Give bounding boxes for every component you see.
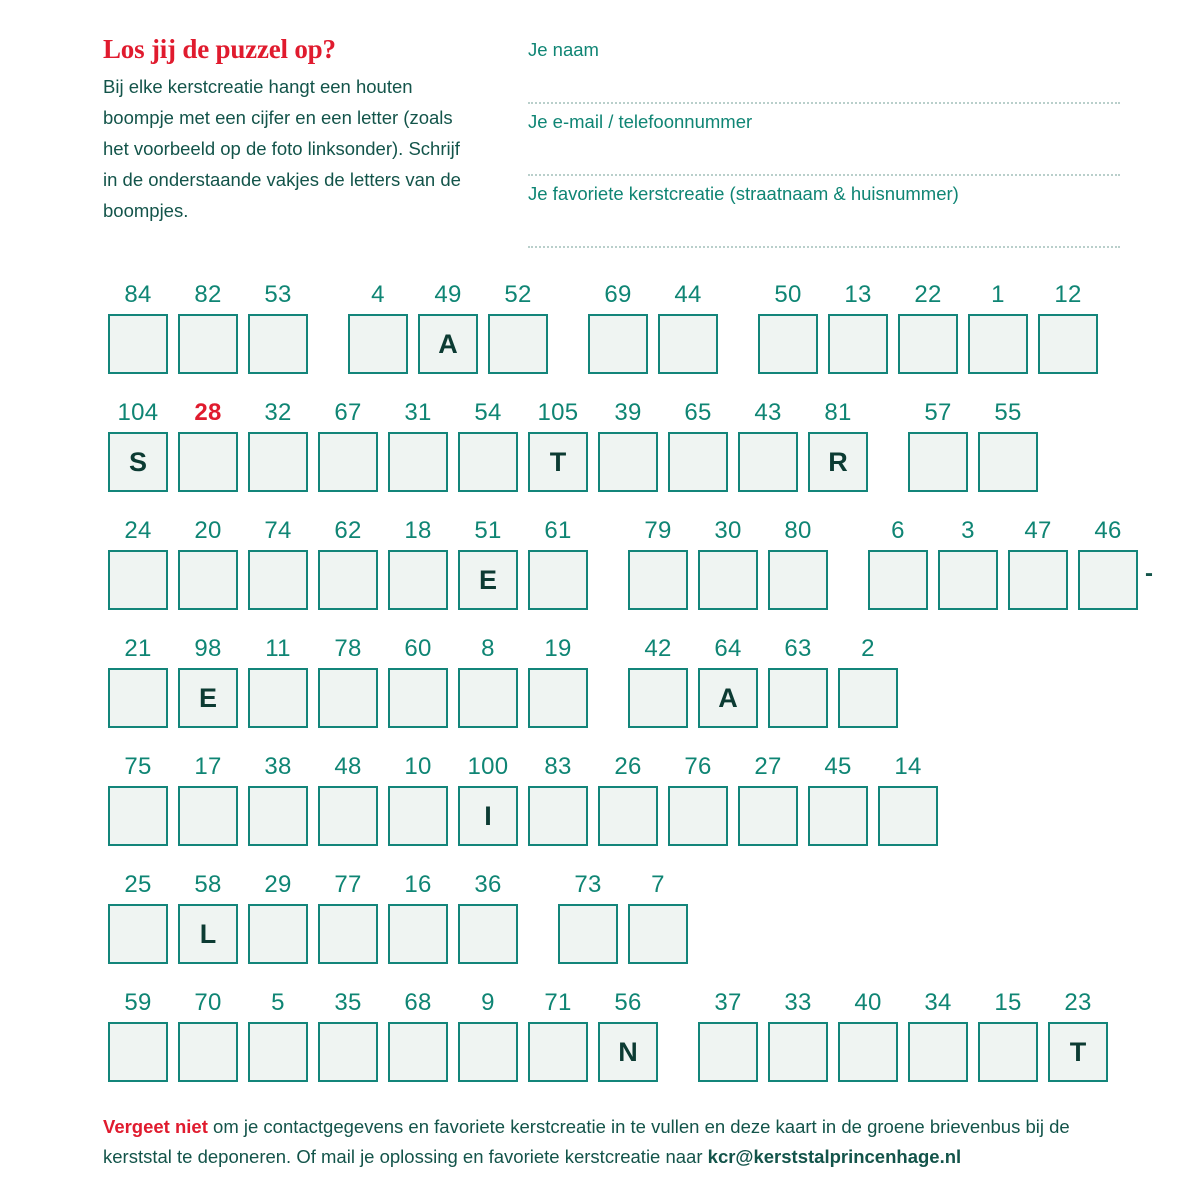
puzzle-cell	[963, 282, 1033, 374]
puzzle-cell	[873, 754, 943, 846]
puzzle-cell-box[interactable]: E	[458, 550, 518, 610]
puzzle-cell-number: 46	[1094, 517, 1122, 544]
puzzle-cell	[1033, 282, 1103, 374]
puzzle-cell	[453, 872, 523, 964]
puzzle-cell	[1003, 518, 1073, 610]
puzzle-cell-box[interactable]	[898, 314, 958, 374]
puzzle-cell-box[interactable]	[738, 432, 798, 492]
puzzle-cell-number: 23	[1064, 989, 1092, 1016]
puzzle-cell-number: 76	[684, 753, 712, 780]
puzzle-cell-box[interactable]	[458, 668, 518, 728]
puzzle-cell-number: 62	[334, 517, 362, 544]
footer-lead: Vergeet niet	[103, 1116, 208, 1137]
puzzle-cell-box[interactable]	[178, 432, 238, 492]
puzzle-cell-number: 75	[124, 753, 152, 780]
puzzle-cell-number: 63	[784, 635, 812, 662]
puzzle-row	[103, 744, 1200, 846]
puzzle-cell	[523, 990, 593, 1082]
puzzle-cell-number: 13	[844, 281, 872, 308]
puzzle-cell-number: 58	[194, 871, 222, 898]
puzzle-cell-box[interactable]	[978, 1022, 1038, 1082]
puzzle-cell-box[interactable]	[838, 668, 898, 728]
footer-text: om je contactgegevens en favoriete kerstcreatie in te vullen en deze kaart in de groene brievenbus bij de kerststal te deponeren. Of mail je oplossing en favoriete kerstcreatie naar	[103, 1116, 1070, 1167]
puzzle-cell-box[interactable]	[528, 1022, 588, 1082]
puzzle-cell-number: 3	[961, 517, 975, 544]
puzzle-cell-box[interactable]	[838, 1022, 898, 1082]
form-field-email-input[interactable]	[528, 174, 1120, 176]
puzzle-cell-number: 84	[124, 281, 152, 308]
puzzle-cell	[803, 400, 873, 492]
puzzle-cell-number: 42	[644, 635, 672, 662]
puzzle-cell-box[interactable]	[248, 786, 308, 846]
puzzle-cell	[173, 400, 243, 492]
puzzle-cell-box[interactable]	[978, 432, 1038, 492]
puzzle-cell-number: 5	[271, 989, 285, 1016]
puzzle-cell-box[interactable]	[488, 314, 548, 374]
puzzle-cell-box[interactable]	[178, 1022, 238, 1082]
puzzle-cell-box[interactable]: S	[108, 432, 168, 492]
puzzle-cell-box[interactable]	[598, 432, 658, 492]
puzzle-cell-box[interactable]	[248, 550, 308, 610]
puzzle-cell	[693, 518, 763, 610]
puzzle-row	[103, 980, 1200, 1082]
puzzle-cell	[523, 400, 593, 492]
footer-note	[103, 1112, 1120, 1172]
puzzle-cell-number: 50	[774, 281, 802, 308]
puzzle-cell-number: 64	[714, 635, 742, 662]
puzzle-cell	[553, 872, 623, 964]
puzzle-cell-box[interactable]	[528, 668, 588, 728]
puzzle-cell-number: 7	[651, 871, 665, 898]
puzzle-cell-number: 1	[991, 281, 1005, 308]
puzzle-cell-number: 37	[714, 989, 742, 1016]
puzzle-cell-box[interactable]	[628, 668, 688, 728]
puzzle-cell-number: 80	[784, 517, 812, 544]
puzzle-cell-box[interactable]	[108, 550, 168, 610]
intro-text: Bij elke kerstcreatie hangt een houten boompje met een cijfer en een letter (zoals het voorbeeld op de foto linksonder). Schrijf in de onderstaande vakjes de letters van de boompjes.	[103, 76, 461, 221]
puzzle-cell-box[interactable]	[868, 550, 928, 610]
puzzle-cell	[383, 518, 453, 610]
puzzle-cell-box[interactable]: A	[698, 668, 758, 728]
puzzle-cell	[173, 872, 243, 964]
puzzle-cell-number: 35	[334, 989, 362, 1016]
puzzle-cell	[243, 282, 313, 374]
puzzle-cell-box[interactable]	[528, 550, 588, 610]
puzzle-cell	[523, 636, 593, 728]
puzzle-cell-box[interactable]	[108, 668, 168, 728]
puzzle-cell-box[interactable]	[108, 1022, 168, 1082]
puzzle-cell-box[interactable]	[248, 432, 308, 492]
puzzle-cell-number: 82	[194, 281, 222, 308]
puzzle-cell	[243, 990, 313, 1082]
contact-form	[528, 34, 1120, 256]
puzzle-cell	[933, 518, 1003, 610]
puzzle-cell-number: 98	[194, 635, 222, 662]
puzzle-cell-number: 44	[674, 281, 702, 308]
puzzle-cell	[243, 636, 313, 728]
puzzle-cell-number: 34	[924, 989, 952, 1016]
puzzle-cell	[593, 754, 663, 846]
puzzle-grid	[103, 256, 1200, 1082]
puzzle-cell	[693, 990, 763, 1082]
puzzle-cell	[523, 518, 593, 610]
puzzle-cell-box[interactable]	[248, 1022, 308, 1082]
puzzle-cell	[893, 282, 963, 374]
puzzle-cell-box[interactable]	[588, 314, 648, 374]
puzzle-cell-number: 81	[824, 399, 852, 426]
puzzle-cell	[383, 990, 453, 1082]
puzzle-cell	[903, 990, 973, 1082]
puzzle-cell-number: 14	[894, 753, 922, 780]
puzzle-cell-box[interactable]	[318, 668, 378, 728]
puzzle-cell	[763, 990, 833, 1082]
puzzle-cell	[103, 636, 173, 728]
puzzle-cell	[313, 990, 383, 1082]
puzzle-cell	[243, 518, 313, 610]
puzzle-cell	[623, 872, 693, 964]
puzzle-cell-number: 43	[754, 399, 782, 426]
puzzle-cell-number: 70	[194, 989, 222, 1016]
puzzle-cell-box[interactable]	[658, 314, 718, 374]
puzzle-row	[103, 508, 1200, 610]
form-field-email[interactable]	[528, 112, 1120, 184]
puzzle-cell-box[interactable]: E	[178, 668, 238, 728]
form-field-favorite[interactable]	[528, 184, 1120, 256]
puzzle-cell	[413, 282, 483, 374]
puzzle-cell-number: 4	[371, 281, 385, 308]
puzzle-cell-box[interactable]	[388, 904, 448, 964]
puzzle-cell-box[interactable]	[968, 314, 1028, 374]
puzzle-cell-number: 53	[264, 281, 292, 308]
puzzle-cell-box[interactable]	[1008, 550, 1068, 610]
puzzle-cell	[583, 282, 653, 374]
puzzle-cell-box[interactable]	[908, 1022, 968, 1082]
puzzle-cell	[523, 754, 593, 846]
puzzle-cell	[973, 990, 1043, 1082]
puzzle-cell-box[interactable]	[388, 668, 448, 728]
puzzle-cell	[863, 518, 933, 610]
puzzle-cell-number: 10	[404, 753, 432, 780]
puzzle-cell	[103, 872, 173, 964]
puzzle-cell-box[interactable]	[388, 1022, 448, 1082]
puzzle-cell-box[interactable]: A	[418, 314, 478, 374]
puzzle-cell-box[interactable]	[1078, 550, 1138, 610]
puzzle-cell-box[interactable]	[768, 1022, 828, 1082]
puzzle-cell-number: 30	[714, 517, 742, 544]
puzzle-cell	[173, 990, 243, 1082]
puzzle-cell-box[interactable]	[108, 314, 168, 374]
puzzle-cell-box[interactable]	[248, 314, 308, 374]
puzzle-cell-number: 47	[1024, 517, 1052, 544]
puzzle-cell	[103, 518, 173, 610]
puzzle-cell-number: 45	[824, 753, 852, 780]
puzzle-row	[103, 862, 1200, 964]
puzzle-cell-box[interactable]	[768, 668, 828, 728]
puzzle-cell-number: 68	[404, 989, 432, 1016]
puzzle-cell-box[interactable]	[388, 550, 448, 610]
puzzle-cell-number: 83	[544, 753, 572, 780]
puzzle-cell	[383, 754, 453, 846]
puzzle-cell-box[interactable]	[458, 904, 518, 964]
puzzle-cell-number: 79	[644, 517, 672, 544]
puzzle-cell-box[interactable]	[108, 904, 168, 964]
puzzle-cell	[243, 400, 313, 492]
puzzle-cell	[733, 754, 803, 846]
puzzle-cell-box[interactable]	[248, 904, 308, 964]
puzzle-cell	[973, 400, 1043, 492]
form-field-name-label: Je naam	[528, 39, 599, 60]
puzzle-cell-box[interactable]	[628, 904, 688, 964]
form-field-email-label: Je e-mail / telefoonnummer	[528, 111, 753, 132]
puzzle-cell-number: 69	[604, 281, 632, 308]
puzzle-cell-box[interactable]	[828, 314, 888, 374]
page-title: Los jij de puzzel op?	[103, 34, 336, 64]
puzzle-cell-box[interactable]	[668, 432, 728, 492]
puzzle-cell-box[interactable]	[388, 786, 448, 846]
puzzle-cell	[1073, 518, 1143, 610]
puzzle-cell	[733, 400, 803, 492]
puzzle-cell-number: 16	[404, 871, 432, 898]
puzzle-cell	[103, 754, 173, 846]
puzzle-cell	[313, 754, 383, 846]
puzzle-cell	[453, 636, 523, 728]
puzzle-cell-box[interactable]	[758, 314, 818, 374]
puzzle-cell-box[interactable]	[598, 786, 658, 846]
puzzle-cell	[383, 872, 453, 964]
puzzle-cell	[753, 282, 823, 374]
puzzle-cell	[173, 754, 243, 846]
puzzle-cell-box[interactable]	[348, 314, 408, 374]
puzzle-cell-number: 31	[404, 399, 432, 426]
puzzle-cell	[1043, 990, 1113, 1082]
puzzle-cell	[653, 282, 723, 374]
puzzle-cell-number: 27	[754, 753, 782, 780]
puzzle-cell-number: 67	[334, 399, 362, 426]
puzzle-row	[103, 272, 1200, 374]
puzzle-cell-number: 21	[124, 635, 152, 662]
puzzle-cell-box[interactable]	[178, 314, 238, 374]
puzzle-cell	[173, 282, 243, 374]
puzzle-cell	[593, 990, 663, 1082]
puzzle-cell	[663, 400, 733, 492]
puzzle-cell	[343, 282, 413, 374]
puzzle-cell-box[interactable]	[808, 786, 868, 846]
puzzle-cell	[103, 282, 173, 374]
puzzle-cell-number: 29	[264, 871, 292, 898]
puzzle-cell-box[interactable]	[248, 668, 308, 728]
puzzle-cell-number: 48	[334, 753, 362, 780]
puzzle-cell	[623, 518, 693, 610]
puzzle-cell-number: 65	[684, 399, 712, 426]
puzzle-row-hyphen: -	[1145, 560, 1153, 587]
puzzle-row	[103, 626, 1200, 728]
puzzle-cell	[103, 990, 173, 1082]
puzzle-cell	[453, 400, 523, 492]
puzzle-cell	[833, 636, 903, 728]
puzzle-cell-number: 100	[467, 753, 509, 780]
puzzle-cell	[623, 636, 693, 728]
intro-block	[103, 34, 503, 226]
puzzle-cell-box[interactable]: N	[598, 1022, 658, 1082]
puzzle-cell-number: 59	[124, 989, 152, 1016]
puzzle-cell-number: 77	[334, 871, 362, 898]
puzzle-cell-box[interactable]	[558, 904, 618, 964]
puzzle-cell-box[interactable]	[318, 904, 378, 964]
puzzle-cell-number: 51	[474, 517, 502, 544]
puzzle-cell-number: 22	[914, 281, 942, 308]
puzzle-cell-box[interactable]: T	[528, 432, 588, 492]
puzzle-cell-number: 12	[1054, 281, 1082, 308]
puzzle-cell-box[interactable]	[458, 1022, 518, 1082]
puzzle-cell	[383, 636, 453, 728]
puzzle-cell-number: 26	[614, 753, 642, 780]
puzzle-cell-box[interactable]	[908, 432, 968, 492]
puzzle-cell-number: 11	[265, 635, 291, 662]
puzzle-cell-box[interactable]	[768, 550, 828, 610]
puzzle-cell-box[interactable]	[318, 786, 378, 846]
puzzle-cell-number: 17	[194, 753, 222, 780]
puzzle-cell-number: 57	[924, 399, 952, 426]
puzzle-cell	[903, 400, 973, 492]
puzzle-cell-box[interactable]	[628, 550, 688, 610]
puzzle-cell-box[interactable]: L	[178, 904, 238, 964]
puzzle-cell-box[interactable]: R	[808, 432, 868, 492]
puzzle-cell-number: 20	[194, 517, 222, 544]
puzzle-cell-number: 33	[784, 989, 812, 1016]
puzzle-cell-number: 52	[504, 281, 532, 308]
puzzle-cell-number: 36	[474, 871, 502, 898]
header-section	[0, 0, 1200, 256]
puzzle-cell-number: 2	[861, 635, 875, 662]
puzzle-cell	[453, 754, 523, 846]
puzzle-cell-box[interactable]	[738, 786, 798, 846]
puzzle-cell-box[interactable]: I	[458, 786, 518, 846]
puzzle-cell-box[interactable]	[1038, 314, 1098, 374]
form-field-favorite-label: Je favoriete kerstcreatie (straatnaam & huisnummer)	[528, 183, 959, 204]
puzzle-cell-box[interactable]	[318, 550, 378, 610]
puzzle-cell-number: 15	[994, 989, 1022, 1016]
form-field-name-input[interactable]	[528, 102, 1120, 104]
puzzle-cell	[663, 754, 733, 846]
puzzle-cell-number: 28	[194, 399, 222, 426]
puzzle-cell-number: 24	[124, 517, 152, 544]
puzzle-cell-number: 55	[994, 399, 1022, 426]
puzzle-cell	[763, 518, 833, 610]
puzzle-cell-number: 104	[117, 399, 159, 426]
puzzle-cell-number: 32	[264, 399, 292, 426]
puzzle-cell	[103, 400, 173, 492]
puzzle-cell	[173, 636, 243, 728]
puzzle-cell-number: 78	[334, 635, 362, 662]
puzzle-cell	[313, 872, 383, 964]
form-field-favorite-input[interactable]	[528, 246, 1120, 248]
puzzle-cell-box[interactable]	[458, 432, 518, 492]
puzzle-cell-box[interactable]	[698, 550, 758, 610]
puzzle-cell-number: 19	[544, 635, 572, 662]
puzzle-cell	[763, 636, 833, 728]
puzzle-cell-number: 56	[614, 989, 642, 1016]
puzzle-cell	[173, 518, 243, 610]
puzzle-cell	[453, 518, 523, 610]
puzzle-cell-number: 6	[891, 517, 905, 544]
puzzle-cell	[833, 990, 903, 1082]
puzzle-cell-box[interactable]	[528, 786, 588, 846]
puzzle-cell-box[interactable]	[318, 432, 378, 492]
puzzle-cell-number: 39	[614, 399, 642, 426]
puzzle-cell	[313, 636, 383, 728]
puzzle-cell	[803, 754, 873, 846]
puzzle-cell-box[interactable]	[938, 550, 998, 610]
form-field-name[interactable]	[528, 40, 1120, 112]
puzzle-cell-number: 49	[434, 281, 462, 308]
puzzle-cell-number: 61	[544, 517, 572, 544]
puzzle-cell-box[interactable]	[108, 786, 168, 846]
puzzle-cell	[693, 636, 763, 728]
puzzle-row	[103, 390, 1200, 492]
puzzle-cell-box[interactable]	[698, 1022, 758, 1082]
puzzle-cell-number: 8	[481, 635, 495, 662]
puzzle-cell	[313, 518, 383, 610]
puzzle-cell-number: 40	[854, 989, 882, 1016]
puzzle-cell	[313, 400, 383, 492]
puzzle-cell-box[interactable]	[668, 786, 728, 846]
puzzle-cell-box[interactable]	[318, 1022, 378, 1082]
puzzle-cell	[483, 282, 553, 374]
puzzle-cell	[243, 754, 313, 846]
puzzle-cell-number: 73	[574, 871, 602, 898]
puzzle-cell	[453, 990, 523, 1082]
puzzle-cell-number: 60	[404, 635, 432, 662]
puzzle-cell-number: 18	[404, 517, 432, 544]
puzzle-cell-box[interactable]	[878, 786, 938, 846]
puzzle-cell-number: 74	[264, 517, 292, 544]
puzzle-cell-number: 25	[124, 871, 152, 898]
puzzle-cell-box[interactable]	[388, 432, 448, 492]
footer-email: kcr@kerststalprincenhage.nl	[707, 1146, 962, 1167]
puzzle-cell	[243, 872, 313, 964]
puzzle-cell-number: 38	[264, 753, 292, 780]
puzzle-cell	[823, 282, 893, 374]
puzzle-cell-number: 71	[544, 989, 572, 1016]
puzzle-cell-box[interactable]	[178, 550, 238, 610]
puzzle-cell-box[interactable]: T	[1048, 1022, 1108, 1082]
puzzle-cell	[383, 400, 453, 492]
puzzle-cell-box[interactable]	[178, 786, 238, 846]
puzzle-cell	[593, 400, 663, 492]
puzzle-cell-number: 54	[474, 399, 502, 426]
puzzle-cell-number: 9	[481, 989, 495, 1016]
puzzle-cell-number: 105	[537, 399, 579, 426]
